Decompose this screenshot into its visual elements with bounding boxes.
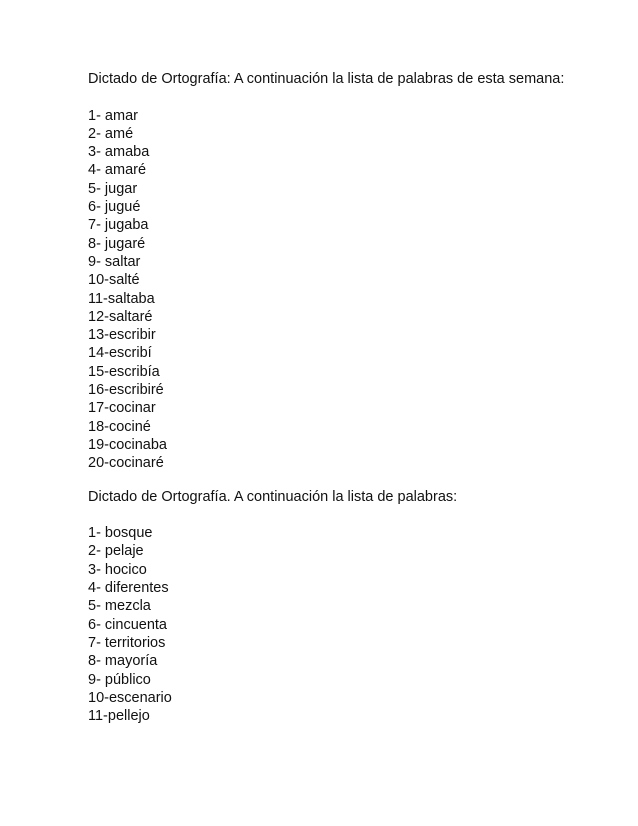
list-item: 1- amar [88, 107, 138, 124]
word-list-2 [88, 524, 588, 725]
list-item: 10-escenario [88, 689, 172, 706]
list-item: 4- diferentes [88, 580, 169, 597]
list-item: 9- saltar [88, 253, 141, 270]
list-item: 11-pellejo [88, 708, 150, 725]
list-item: 8- mayoría [88, 653, 158, 670]
spelling-section-2 [88, 488, 588, 726]
list-item: 12-saltaré [88, 308, 153, 325]
document-page [88, 70, 588, 725]
list-item: 20-cocinaré [88, 455, 164, 472]
list-item: 19-cocinaba [88, 436, 167, 453]
list-item: 2- pelaje [88, 543, 144, 560]
section-2-heading: Dictado de Ortografía. A continuación la lista de palabras: [88, 488, 458, 505]
list-item: 7- territorios [88, 634, 166, 651]
list-item: 13-escribir [88, 327, 156, 344]
list-item: 6- jugué [88, 199, 141, 216]
word-list-1 [88, 107, 588, 473]
list-item: 14-escribí [88, 345, 152, 362]
list-item: 5- jugar [88, 180, 138, 197]
list-item: 18-cociné [88, 418, 151, 435]
list-item: 3- hocico [88, 561, 147, 578]
list-item: 4- amaré [88, 162, 147, 179]
list-item: 1- bosque [88, 525, 153, 542]
list-item: 6- cincuenta [88, 616, 167, 633]
list-item: 9- público [88, 671, 151, 688]
list-item: 17-cocinar [88, 400, 156, 417]
spacer [88, 506, 588, 524]
list-item: 7- jugaba [88, 217, 149, 234]
section-1-heading: Dictado de Ortografía: A continuación la lista de palabras de esta semana: [88, 71, 565, 87]
list-item: 15-escribía [88, 363, 160, 380]
spacer [88, 88, 588, 106]
list-item: 16-escribiré [88, 382, 164, 399]
list-item: 8- jugaré [88, 235, 146, 252]
list-item: 3- amaba [88, 144, 150, 161]
list-item: 2- amé [88, 125, 134, 142]
spelling-section-1 [88, 70, 588, 473]
list-item: 11-saltaba [88, 290, 155, 307]
list-item: 5- mezcla [88, 598, 151, 615]
list-item: 10-salté [88, 272, 140, 289]
